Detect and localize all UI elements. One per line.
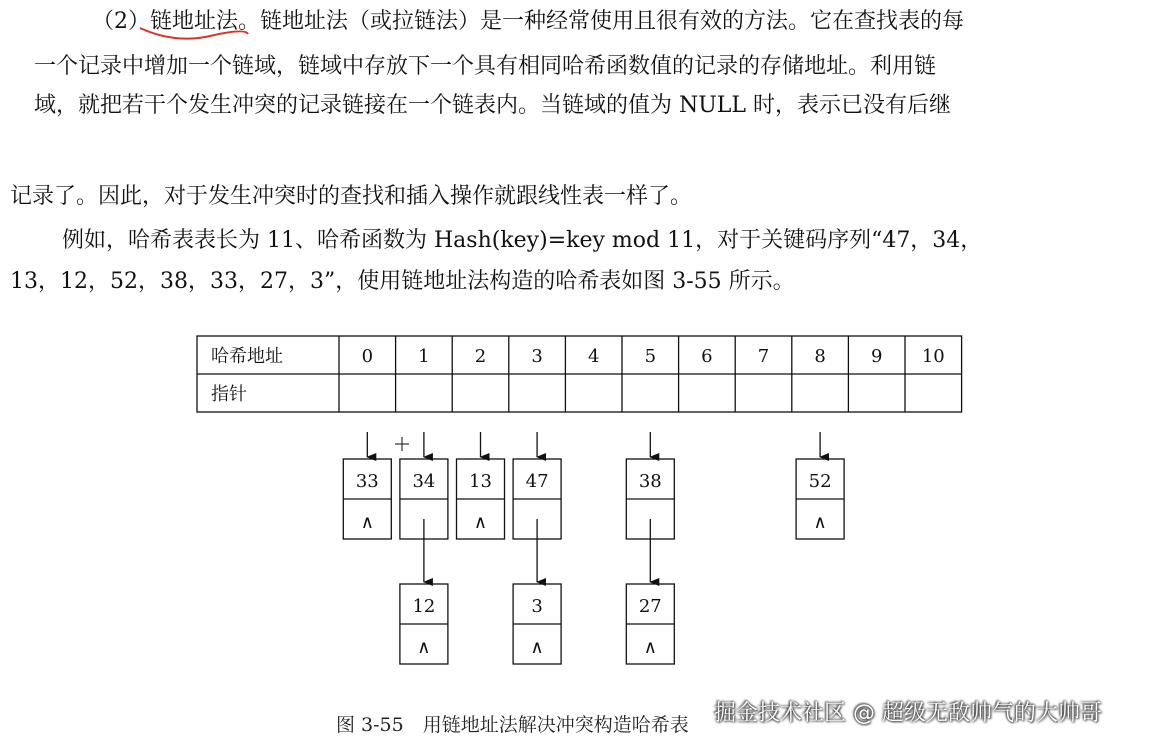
chain-addr-8 xyxy=(796,432,844,539)
red-underline xyxy=(140,28,248,39)
address-cell: 7 xyxy=(757,346,770,367)
row-label-address: 哈希地址 xyxy=(211,346,283,367)
address-cell: 9 xyxy=(870,346,883,367)
text-line-4: 记录了。因此，对于发生冲突时的查找和插入操作就跟线性表一样了。 xyxy=(10,184,693,209)
node-key: 47 xyxy=(525,471,549,492)
text-line-5: 例如，哈希表表长为 11、哈希函数为 Hash(key)=key mod 11，对于关键码序列“47，34， xyxy=(62,228,983,253)
node-key: 3 xyxy=(531,596,543,617)
highlighted-term: 链地址法 xyxy=(150,9,239,34)
text-line-1-rest: 。链地址法（或拉链法）是一种经常使用且很有效的方法。它在查找表的每 xyxy=(238,9,965,34)
address-cell: 5 xyxy=(644,346,657,367)
node-key: 34 xyxy=(412,471,436,492)
node-key: 52 xyxy=(808,471,832,492)
chain-addr-3 xyxy=(513,432,561,664)
node-key: 12 xyxy=(412,596,436,617)
address-cell: 2 xyxy=(474,346,487,367)
list-node xyxy=(343,459,391,539)
address-cell: 0 xyxy=(361,346,374,367)
node-key: 27 xyxy=(638,596,662,617)
list-node xyxy=(400,584,448,664)
list-node xyxy=(513,584,561,664)
watermark: 掘金技术社区 @ 超级无敌帅气的大帅哥 xyxy=(714,701,1102,726)
list-node xyxy=(457,459,505,539)
node-key: 33 xyxy=(355,471,379,492)
list-node xyxy=(796,459,844,539)
null-pointer: ∧ xyxy=(473,512,488,533)
list-node xyxy=(626,584,674,664)
list-node xyxy=(626,459,674,582)
chain-addr-2 xyxy=(457,432,505,539)
null-pointer: ∧ xyxy=(360,512,374,533)
hash-table xyxy=(197,336,962,412)
chain-addr-0 xyxy=(343,432,391,539)
chain-addr-1 xyxy=(400,432,448,664)
node-key: 13 xyxy=(469,471,492,492)
text-line-2: 一个记录中增加一个链域，链域中存放下一个具有相同哈希函数值的记录的存储地址。利用链 xyxy=(34,54,937,79)
chain-addr-5 xyxy=(626,432,674,664)
row-label-pointer: 指针 xyxy=(211,384,247,405)
text-line-3: 域，就把若干个发生冲突的记录链接在一个链表内。当链域的值为 NULL 时，表示已没有后继 xyxy=(34,93,951,118)
null-pointer: ∧ xyxy=(530,637,544,658)
list-node xyxy=(513,459,561,582)
address-cell: 3 xyxy=(531,346,543,367)
null-pointer: ∧ xyxy=(643,637,657,658)
cursor-crosshair-icon xyxy=(395,437,409,451)
null-pointer: ∧ xyxy=(813,512,827,533)
address-cell: 6 xyxy=(701,346,713,367)
figure-caption: 图 3-55 用链地址法解决冲突构造哈希表 xyxy=(336,714,689,736)
address-cell: 8 xyxy=(814,346,826,367)
null-pointer: ∧ xyxy=(417,637,431,658)
address-cell: 4 xyxy=(587,346,600,367)
address-cell: 10 xyxy=(921,346,945,367)
chain-lists xyxy=(343,432,844,664)
text-line-6: 13，12，52，38，33，27，3”，使用链地址法构造的哈希表如图 3-55 所示。 xyxy=(10,269,795,294)
list-node xyxy=(400,459,448,582)
node-key: 38 xyxy=(638,471,662,492)
section-prefix: （2） xyxy=(92,9,150,34)
address-cell: 1 xyxy=(418,346,430,367)
